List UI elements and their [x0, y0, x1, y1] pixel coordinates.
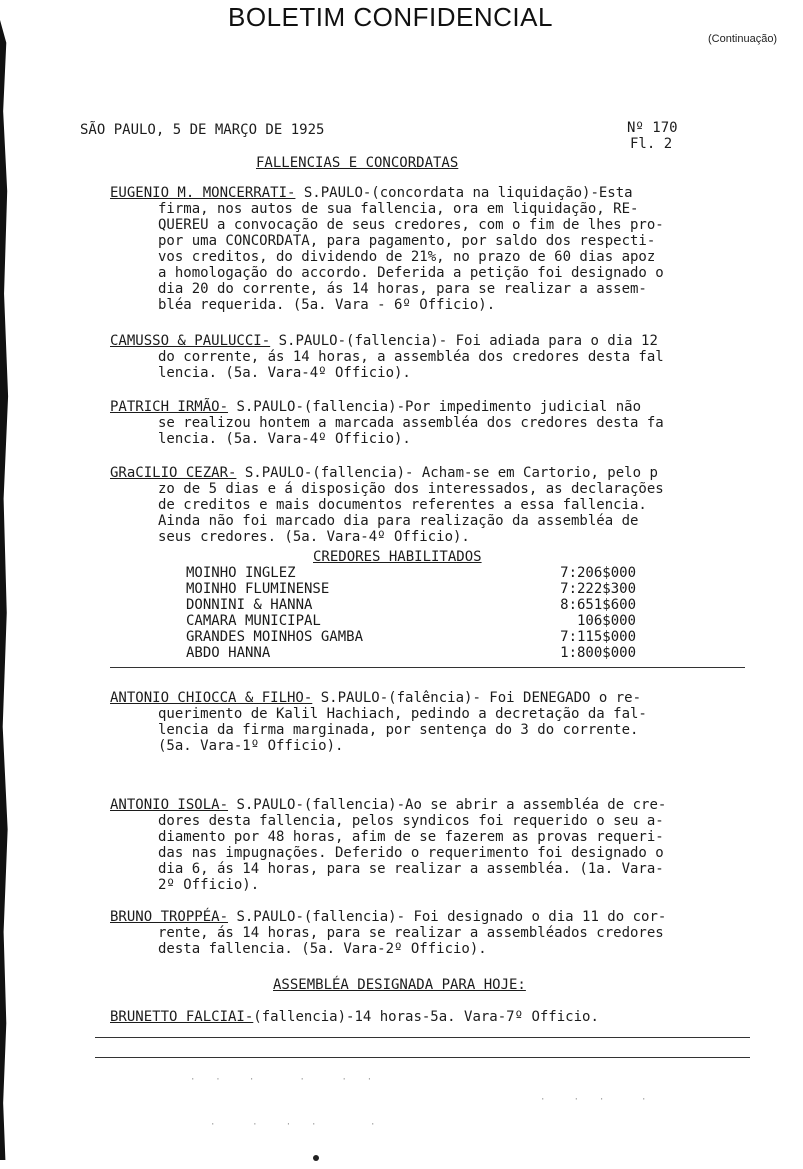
entry-line: se realizou hontem a marcada assembléa dos credores desta fa [158, 415, 664, 431]
entry-line: de creditos e mais documentos referentes a essa fallencia. [158, 497, 647, 513]
entry-line: desta fallencia. (5a. Vara-2º Officio). [158, 941, 487, 957]
entry-camusso [110, 333, 750, 381]
entry-line: firma, nos autos de sua fallencia, ora em liquidação, RE- [158, 201, 639, 217]
entry-line: QUEREU a convocação de seus credores, com o fim de lhes pro- [158, 217, 664, 233]
entry-line: S.PAULO-(fallencia)- Foi designado o dia 11 do cor- [228, 909, 667, 925]
torn-page-edge [0, 20, 9, 1160]
entry-line: das nas impugnações. Deferido o requerimento foi designado o [158, 845, 664, 861]
entry-line: por uma CONCORDATA, para pagamento, por saldo dos respecti- [158, 233, 656, 249]
creditor-name: MOINHO FLUMINENSE [186, 581, 330, 597]
entry-line: seus credores. (5a. Vara-4º Officio). [158, 529, 470, 545]
creditor-name: GRANDES MOINHOS GAMBA [186, 629, 364, 645]
scan-noise: · · · · [540, 1095, 650, 1105]
entry-name: ANTONIO CHIOCCA & FILHO- [110, 690, 313, 706]
divider-rule-top [95, 1037, 750, 1038]
entry-line: dores desta fallencia, pelos syndicos foi requerido o seu a- [158, 813, 664, 829]
ink-dot [313, 1155, 319, 1161]
creditor-value: 7:222$300 [560, 581, 636, 597]
creditor-row [186, 565, 636, 581]
entry-isola [110, 797, 750, 893]
today-heading: ASSEMBLÉA DESIGNADA PARA HOJE: [273, 977, 526, 993]
date-line: SÃO PAULO, 5 DE MARÇO DE 1925 [80, 122, 325, 138]
divider-rule [110, 667, 745, 668]
creditor-name: ABDO HANNA [186, 645, 271, 661]
creditor-row [186, 629, 636, 645]
entry-line: Ainda não foi marcado dia para realização da assembléa de [158, 513, 639, 529]
entry-line: S.PAULO-(fallencia)- Acham-se em Cartorio, pelo p [236, 465, 658, 481]
section-title: FALLENCIAS E CONCORDATAS [256, 155, 459, 171]
entry-name: EUGENIO M. MONCERRATI- [110, 185, 296, 201]
creditor-row [186, 597, 636, 613]
entry-line: S.PAULO-(falência)- Foi DENEGADO o re- [312, 690, 642, 706]
entry-name: PATRICH IRMÃO- [110, 399, 229, 415]
entry-moncerrati [110, 185, 750, 313]
entry-line: dia 20 do corrente, ás 14 horas, para se realizar a assem- [158, 281, 647, 297]
entry-line: rente, ás 14 horas, para se realizar a assembléados credores [158, 925, 664, 941]
creditor-value: 1:800$000 [560, 645, 636, 661]
creditor-row [186, 581, 636, 597]
entry-gracilio [110, 465, 750, 545]
entry-patrich [110, 399, 750, 447]
entry-chiocca [110, 690, 750, 754]
entry-line: querimento de Kalil Hachiach, pedindo a decretação da fal- [158, 706, 647, 722]
creditors-table [186, 565, 636, 661]
entry-line: bléa requerida. (5a. Vara - 6º Officio). [158, 297, 496, 313]
entry-line: do corrente, ás 14 horas, a assembléa dos credores desta fal [158, 349, 664, 365]
entry-troppea [110, 909, 750, 957]
creditors-heading: CREDORES HABILITADOS [313, 549, 482, 565]
entry-name: GRaCILIO CEZAR- [110, 465, 237, 481]
issue-number: Nº 170 [627, 120, 678, 136]
scan-noise: · · · · · [210, 1120, 379, 1130]
today-entry-text: (fallencia)-14 horas-5a. Vara-7º Officio. [253, 1009, 599, 1025]
creditor-row [186, 645, 636, 661]
entry-line: S.PAULO-(fallencia)-Ao se abrir a assembléa de cre- [228, 797, 667, 813]
entry-line: a homologação do accordo. Deferida a petição foi designado o [158, 265, 664, 281]
creditor-name: CAMARA MUNICIPAL [186, 613, 321, 629]
creditor-value: 8:651$600 [560, 597, 636, 613]
entry-line: lencia da firma marginada, por sentença do 3 do corrente. [158, 722, 639, 738]
entry-line: zo de 5 dias e á disposição dos interessados, as declarações [158, 481, 664, 497]
entry-line: (5a. Vara-1º Officio). [158, 738, 344, 754]
creditor-name: DONNINI & HANNA [186, 597, 313, 613]
entry-name: CAMUSSO & PAULUCCI- [110, 333, 271, 349]
creditor-value: 7:115$000 [560, 629, 636, 645]
creditor-row [186, 613, 636, 629]
today-entry [110, 1009, 599, 1025]
entry-line: S.PAULO-(concordata na liquidação)-Esta [295, 185, 633, 201]
continuation-note: (Continuação) [708, 33, 778, 45]
entry-line: dia 6, ás 14 horas, para se realizar a assembléa. (1a. Vara- [158, 861, 664, 877]
entry-name: BRUNO TROPPÉA- [110, 909, 229, 925]
creditor-value: 7:206$000 [560, 565, 636, 581]
entry-line: 2º Officio). [158, 877, 260, 893]
entry-line: diamento por 48 horas, afim de se fazerem as provas requeri- [158, 829, 664, 845]
folio-number: Fl. 2 [630, 136, 673, 152]
divider-rule-bottom [95, 1057, 750, 1058]
entry-line: S.PAULO-(fallencia)- Foi adiada para o dia 12 [270, 333, 658, 349]
entry-name: ANTONIO ISOLA- [110, 797, 229, 813]
entry-line: lencia. (5a. Vara-4º Officio). [158, 431, 411, 447]
entry-line: lencia. (5a. Vara-4º Officio). [158, 365, 411, 381]
creditor-name: MOINHO INGLEZ [186, 565, 296, 581]
entry-line: vos creditos, do dividendo de 21%, no prazo de 60 dias apoz [158, 249, 656, 265]
bulletin-title: BOLETIM CONFIDENCIAL [228, 2, 553, 32]
entry-line: S.PAULO-(fallencia)-Por impedimento judicial não [228, 399, 642, 415]
today-entry-name: BRUNETTO FALCIAI- [110, 1009, 254, 1025]
scan-noise: · · · · · · [190, 1075, 376, 1085]
creditor-value: 106$000 [576, 613, 636, 629]
